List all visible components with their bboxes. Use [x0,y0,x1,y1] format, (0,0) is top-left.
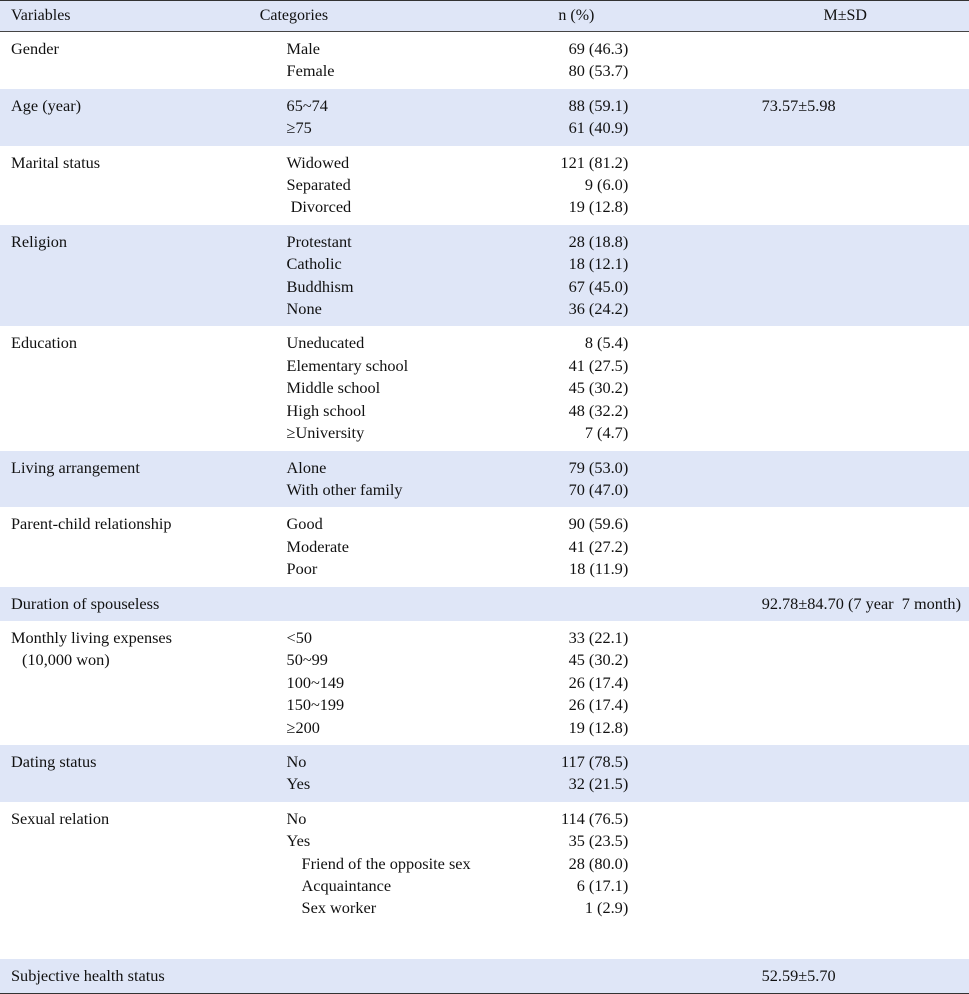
n-percent-value: 32 (21.5) [568,774,629,794]
variable-label: Living arrangement [11,457,140,477]
variable-label: Dating status [11,751,97,771]
mean-sd-value: 52.59±5.70 [761,965,836,985]
category-label: Buddhism [286,276,354,296]
row-age [0,89,969,146]
n-percent-value: 45 (30.2) [568,650,629,670]
category-label: <50 [286,627,313,647]
category-label: Elementary school [286,355,409,375]
category-label: 100~149 [286,672,345,692]
category-label: ≥200 [286,717,320,737]
n-percent-value: 69 (46.3) [568,39,629,58]
n-percent-value: 90 (59.6) [568,514,629,534]
n-percent-value: 35 (23.5) [568,831,629,851]
category-label: Catholic [286,254,342,274]
category-label: 65~74 [286,95,328,115]
n-percent-value: 36 (24.2) [568,299,629,319]
category-label: Good [286,514,323,534]
table-header [0,1,969,32]
category-label: Middle school [286,378,381,398]
n-percent-value: 1 (2.9) [584,898,629,918]
n-percent-value: 70 (47.0) [568,479,629,499]
row-religion [0,225,969,327]
n-percent-value: 26 (17.4) [568,695,629,715]
n-percent-value: 41 (27.2) [568,536,629,556]
row-subjective-health-status [0,959,969,993]
category-label: Poor [286,559,318,579]
n-percent-value: 41 (27.5) [568,355,629,375]
category-label: ≥University [286,423,365,443]
n-percent-value: 28 (80.0) [568,853,629,873]
category-label: Yes [286,831,311,851]
n-percent-value: 45 (30.2) [568,378,629,398]
category-label: High school [286,400,366,420]
n-percent-value: 26 (17.4) [568,672,629,692]
category-label: Yes [286,774,311,794]
category-label: Female [286,61,335,81]
category-label: 150~199 [286,695,345,715]
category-label: Separated [286,175,351,195]
n-percent-value: 61 (40.9) [568,118,629,138]
variable-label: Parent-child relationship [11,514,172,534]
n-percent-value: 114 (76.5) [561,808,629,828]
n-percent-value: 121 (81.2) [560,152,629,172]
variable-label: Marital status [11,152,101,172]
variable-label: Age (year) [11,95,82,115]
subcategory-label: Friend of the opposite sex [301,853,471,873]
n-percent-value: 19 (12.8) [568,717,629,737]
variable-label: Duration of spouseless [11,593,160,613]
n-percent-value: 9 (6.0) [584,175,629,195]
variable-label: Sexual relation [11,808,110,828]
subcategory-label: Sex worker [301,898,377,918]
mean-sd-value: 73.57±5.98 [761,95,836,115]
category-label: No [286,808,307,828]
n-percent-value: 33 (22.1) [568,627,629,647]
header-categories: Categories [259,7,329,24]
row-sexual-relation [0,802,969,932]
header-variables: Variables [11,7,71,24]
n-percent-value: 18 (11.9) [569,559,629,579]
category-label: With other family [286,479,403,499]
row-marital-status [0,146,969,225]
variable-label: Monthly living expenses [11,627,172,647]
variable-label: Education [11,333,78,353]
n-percent-value: 6 (17.1) [576,876,629,895]
category-label: Divorced [286,197,352,217]
n-percent-value: 79 (53.0) [568,457,629,477]
n-percent-value: 7 (4.7) [584,423,629,443]
category-label: Alone [286,457,327,477]
n-percent-value: 117 (78.5) [561,751,629,771]
header-mean-sd: M±SD [823,7,867,24]
row-gender [0,32,969,89]
variable-label: Religion [11,231,68,251]
row-parent-child-relationship [0,507,969,586]
variable-unit-label: (10,000 won) [22,650,110,670]
category-label: Male [286,39,320,58]
row-spacer [0,932,969,959]
category-label: 50~99 [286,650,328,670]
header-n-percent: n (%) [558,7,595,24]
category-label: Moderate [286,536,349,556]
row-monthly-living-expenses [0,621,969,745]
n-percent-value: 88 (59.1) [568,95,629,115]
category-label: None [286,299,322,319]
n-percent-value: 67 (45.0) [568,276,629,296]
row-dating-status [0,745,969,802]
variable-label: Gender [11,39,59,58]
subcategory-label: Acquaintance [301,876,392,895]
n-percent-value: 18 (12.1) [568,254,629,274]
row-living-arrangement [0,451,969,508]
n-percent-value: 19 (12.8) [568,197,629,217]
n-percent-value: 28 (18.8) [568,231,629,251]
category-label: Uneducated [286,333,365,353]
variable-label: Subjective health status [11,965,165,985]
category-label: ≥75 [286,118,312,138]
category-label: No [286,751,307,771]
row-education [0,326,969,450]
mean-sd-value: 92.78±84.70 (7 year 7 month) [761,593,961,613]
n-percent-value: 8 (5.4) [584,333,629,353]
n-percent-value: 80 (53.7) [568,61,629,81]
category-label: Widowed [286,152,350,172]
n-percent-value: 48 (32.2) [568,400,629,420]
category-label: Protestant [286,231,352,251]
row-duration-of-spouseless [0,587,969,621]
